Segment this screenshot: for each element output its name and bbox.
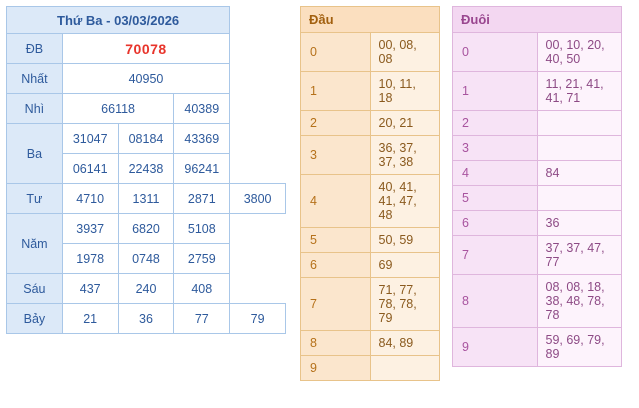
- prize-cell: 08184: [118, 124, 174, 154]
- prize-cell: 43369: [174, 124, 230, 154]
- table-row: [7, 124, 286, 154]
- table-row: [7, 94, 286, 124]
- db-number: 70078: [125, 40, 167, 57]
- main-results-table: [6, 6, 286, 334]
- prize-cell: 1311: [118, 184, 174, 214]
- duoi-key: 0: [453, 33, 538, 72]
- prize-cell: 40950: [62, 64, 229, 94]
- duoi-key: 1: [453, 72, 538, 111]
- duoi-value: [537, 186, 622, 211]
- dau-value: 40, 41, 41, 47, 48: [370, 175, 440, 228]
- table-row: [301, 33, 440, 72]
- row-label-nhat: Nhất: [7, 64, 63, 94]
- duoi-value: 59, 69, 79, 89: [537, 328, 622, 367]
- table-row: [453, 275, 622, 328]
- table-row: [7, 64, 286, 94]
- duoi-key: 8: [453, 275, 538, 328]
- duoi-key: 6: [453, 211, 538, 236]
- dau-value: 20, 21: [370, 111, 440, 136]
- dau-value: 10, 11, 18: [370, 72, 440, 111]
- prize-cell: 2871: [174, 184, 230, 214]
- dau-key: 4: [301, 175, 371, 228]
- table-row: [301, 111, 440, 136]
- dau-value: 84, 89: [370, 331, 440, 356]
- duoi-key: 7: [453, 236, 538, 275]
- prize-cell: 06141: [62, 154, 118, 184]
- dau-value: 36, 37, 37, 38: [370, 136, 440, 175]
- row-label-sau: Sáu: [7, 274, 63, 304]
- duoi-key: 5: [453, 186, 538, 211]
- prize-cell: 0748: [118, 244, 174, 274]
- dau-value: 00, 08, 08: [370, 33, 440, 72]
- dau-key: 8: [301, 331, 371, 356]
- dau-value: 69: [370, 253, 440, 278]
- duoi-key: 2: [453, 111, 538, 136]
- prize-cell: 437: [62, 274, 118, 304]
- row-label-nhi: Nhì: [7, 94, 63, 124]
- prize-cell: 40389: [174, 94, 230, 124]
- prize-cell: 4710: [62, 184, 118, 214]
- dau-key: 5: [301, 228, 371, 253]
- prize-cell: 240: [118, 274, 174, 304]
- table-row: [7, 274, 286, 304]
- dau-key: 2: [301, 111, 371, 136]
- duoi-value: 36: [537, 211, 622, 236]
- prize-cell: 2759: [174, 244, 230, 274]
- table-row: [453, 161, 622, 186]
- dau-key: 9: [301, 356, 371, 381]
- table-row: [7, 214, 286, 244]
- prize-cell: 66118: [62, 94, 174, 124]
- table-header-row: [7, 7, 286, 34]
- prize-cell: 79: [230, 304, 286, 334]
- duoi-table: [452, 6, 622, 367]
- prize-cell: 3800: [230, 184, 286, 214]
- prize-cell: 36: [118, 304, 174, 334]
- dau-key: 0: [301, 33, 371, 72]
- prize-cell: 77: [174, 304, 230, 334]
- prize-cell-db: [62, 34, 229, 64]
- prize-cell: 22438: [118, 154, 174, 184]
- duoi-key: 3: [453, 136, 538, 161]
- dau-key: 1: [301, 72, 371, 111]
- dau-value: [370, 356, 440, 381]
- row-label: Tư: [7, 184, 63, 214]
- table-row: [301, 331, 440, 356]
- prize-cell: 408: [174, 274, 230, 304]
- duoi-value: 37, 37, 47, 77: [537, 236, 622, 275]
- prize-cell: 31047: [62, 124, 118, 154]
- duoi-value: [537, 136, 622, 161]
- dau-key: 3: [301, 136, 371, 175]
- table-row: [453, 72, 622, 111]
- dau-value: 50, 59: [370, 228, 440, 253]
- row-label-db: ĐB: [7, 34, 63, 64]
- dau-header: Đầu: [301, 7, 440, 33]
- table-row: [301, 175, 440, 228]
- dau-table: [300, 6, 440, 381]
- row-label: Bảy: [7, 304, 63, 334]
- prize-cell: 96241: [174, 154, 230, 184]
- prize-cell: 1978: [62, 244, 118, 274]
- table-row: [453, 33, 622, 72]
- duoi-header: Đuôi: [453, 7, 622, 33]
- table-row: [453, 186, 622, 211]
- duoi-key: 4: [453, 161, 538, 186]
- dau-value: 71, 77, 78, 78, 79: [370, 278, 440, 331]
- table-row: [7, 34, 286, 64]
- duoi-value: 00, 10, 20, 40, 50: [537, 33, 622, 72]
- prize-cell: 21: [62, 304, 118, 334]
- page-title: Thứ Ba - 03/03/2026: [7, 7, 230, 34]
- duoi-header-row: [453, 7, 622, 33]
- duoi-value: 84: [537, 161, 622, 186]
- table-row: [301, 278, 440, 331]
- dau-key: 7: [301, 278, 371, 331]
- table-row: [7, 304, 286, 334]
- row-label-nam: Năm: [7, 214, 63, 274]
- table-row: [7, 184, 286, 214]
- duoi-value: 08, 08, 18, 38, 48, 78, 78: [537, 275, 622, 328]
- table-row: [301, 72, 440, 111]
- duoi-value: [537, 111, 622, 136]
- row-label-ba: Ba: [7, 124, 63, 184]
- table-row: [453, 111, 622, 136]
- table-row: [301, 253, 440, 278]
- table-row: [301, 228, 440, 253]
- dau-key: 6: [301, 253, 371, 278]
- table-row: [301, 136, 440, 175]
- table-row: [453, 236, 622, 275]
- table-row: [453, 136, 622, 161]
- table-row: [453, 328, 622, 367]
- prize-cell: 3937: [62, 214, 118, 244]
- prize-cell: 6820: [118, 214, 174, 244]
- table-row: [301, 356, 440, 381]
- duoi-key: 9: [453, 328, 538, 367]
- dau-header-row: [301, 7, 440, 33]
- prize-cell: 5108: [174, 214, 230, 244]
- duoi-value: 11, 21, 41, 41, 71: [537, 72, 622, 111]
- table-row: [453, 211, 622, 236]
